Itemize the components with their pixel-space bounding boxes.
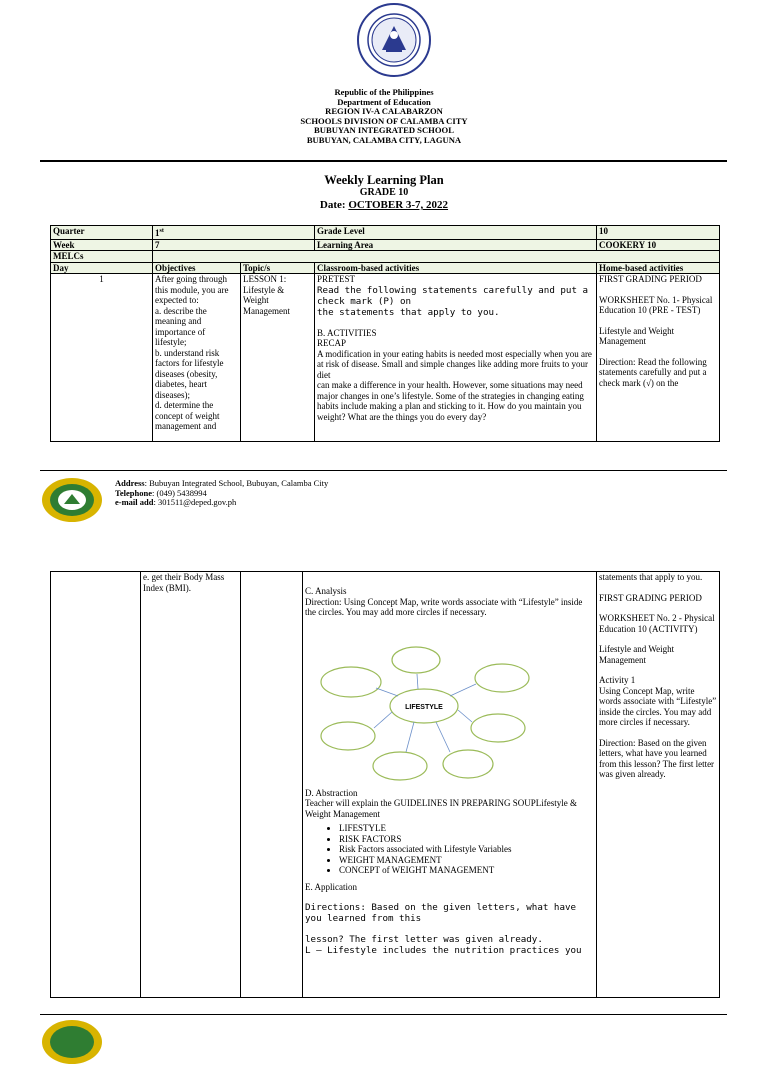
grade-level-value: 10 xyxy=(597,226,720,240)
pretest-text-2: the statements that apply to you. xyxy=(317,306,500,318)
home-cell xyxy=(597,572,720,998)
footer-contact xyxy=(115,479,328,508)
pretest-heading: PRETEST xyxy=(317,274,356,284)
table-row xyxy=(51,572,720,998)
home-item: Activity 1 Using Concept Map, write words associate with “Lifestyle” inside the circles. You may add more circles if necessary. xyxy=(599,675,717,727)
application-text-3: L – Lifestyle includes the nutrition practices you xyxy=(305,945,582,956)
footer-email: e-mail add: 301511@deped.gov.ph xyxy=(115,497,237,507)
application-text: Directions: Based on the given letters, what have you learned from this xyxy=(305,902,577,924)
quarter-label: Quarter xyxy=(51,226,153,240)
activities-heading: B. ACTIVITIES xyxy=(317,327,377,338)
concept-circle xyxy=(471,714,525,742)
footer-telephone: Telephone: (049) 5438994 xyxy=(115,487,207,498)
col-day: Day xyxy=(51,262,153,274)
recap-heading: RECAP xyxy=(317,338,347,348)
home-item: Lifestyle and Weight Management xyxy=(599,644,675,665)
concept-circle xyxy=(321,722,375,750)
recap-text-2: can make a difference in your health. However, some situations may need major changes in one’s lifestyle. Some of the strategies in changing eating habits include making a plan and sticking to it. How do you maintain you weight? What are the things you do every day? xyxy=(317,380,584,422)
recap-text: A modification in your eating habits is needed most especially when you are at risk of disease. Small and simple changes like adding more fruits to your diet xyxy=(317,348,592,380)
header-line: BUBUYAN, CALAMBA CITY, LAGUNA xyxy=(306,134,462,145)
plan-date: Date: OCTOBER 3-7, 2022 xyxy=(319,199,449,211)
home-item: Direction: Read the following statements carefully and put a check mark (√) on the xyxy=(599,356,707,388)
melcs-label: MELCs xyxy=(51,251,153,263)
concept-circle xyxy=(321,667,381,697)
footer-divider-2 xyxy=(40,1014,727,1015)
objective-intro: After going through this module, you are expected to: xyxy=(155,274,229,305)
list-item: • Risk Factors associated with Lifestyle Variables xyxy=(339,844,594,855)
agency-header xyxy=(0,88,768,146)
objective-item: a. describe the meaning and importance of lifestyle; xyxy=(155,305,207,347)
header-line: REGION IV-A CALABARZON xyxy=(325,106,443,117)
classroom-cell xyxy=(315,274,597,442)
objective-item: b. understand risk factors for lifestyle diseases (obesity, diabetes, heart diseases); xyxy=(155,347,224,400)
melcs-value xyxy=(153,251,720,263)
concept-map-diagram xyxy=(318,640,534,784)
home-item: FIRST GRADING PERIOD xyxy=(599,274,702,284)
analysis-text: Direction: Using Concept Map, write words associate with “Lifestyle” inside the circles. You may add more circles if necessary. xyxy=(305,596,583,617)
col-objectives: Objectives xyxy=(153,262,241,274)
learning-plan-table xyxy=(50,225,720,442)
day-number: 1 xyxy=(51,274,153,442)
learning-plan-table-continued xyxy=(50,571,720,998)
day-cell xyxy=(51,572,141,998)
home-item: statements that apply to you. xyxy=(599,572,703,582)
col-classroom: Classroom-based activities xyxy=(315,262,597,274)
week-label: Week xyxy=(51,239,153,251)
abstraction-heading: D. Abstraction xyxy=(305,787,358,798)
topic-cell xyxy=(241,572,303,998)
col-topics: Topic/s xyxy=(241,262,315,274)
list-item: • RISK FACTORS xyxy=(339,834,594,845)
concept-circle xyxy=(373,752,427,780)
week-value: 7 xyxy=(153,239,315,251)
school-logo xyxy=(40,476,104,524)
application-text-2: lesson? The first letter was given already. xyxy=(305,934,543,945)
table-row xyxy=(51,274,720,442)
quarter-value: 1st xyxy=(153,226,315,240)
home-item: Lifestyle and Weight Management xyxy=(599,325,675,346)
plan-title: Weekly Learning Plan xyxy=(324,173,444,187)
abstraction-text: Teacher will explain the GUIDELINES IN PREPARING SOUPLifestyle & Weight Management xyxy=(305,798,577,819)
concept-circle xyxy=(475,664,529,692)
objectives-cell xyxy=(141,572,241,998)
plan-grade: GRADE 10 xyxy=(359,187,409,198)
learning-area-label: Learning Area xyxy=(315,239,597,251)
header-line: Department of Education xyxy=(337,96,431,107)
objectives-cell xyxy=(153,274,241,442)
home-item: WORKSHEET No. 1- Physical Education 10 (PRE - TEST) xyxy=(599,294,713,315)
list-item: • LIFESTYLE xyxy=(339,823,594,834)
learning-area-value: COOKERY 10 xyxy=(597,239,720,251)
footer-address: Address: Bubuyan Integrated School, Bubuyan, Calamba City xyxy=(115,478,329,488)
home-cell xyxy=(597,274,720,442)
header-line: SCHOOLS DIVISION OF CALAMBA CITY xyxy=(300,115,468,126)
school-logo-2 xyxy=(40,1018,104,1066)
topic-text: LESSON 1: Lifestyle & Weight Management xyxy=(243,274,290,316)
topic-cell xyxy=(241,274,315,442)
header-line: Republic of the Philippines xyxy=(334,87,434,97)
concept-circle xyxy=(392,647,440,673)
home-item: Direction: Based on the given letters, what have you learned from this lesson? The first letter was given already. xyxy=(599,737,715,779)
topics-list xyxy=(305,823,594,876)
col-home: Home-based activities xyxy=(597,262,720,274)
header-line: BUBUYAN INTEGRATED SCHOOL xyxy=(314,125,454,136)
pretest-text: Read the following statements carefully and put a check mark (P) on xyxy=(317,284,589,307)
analysis-heading: C. Analysis xyxy=(305,586,347,596)
application-heading: E. Application xyxy=(305,881,357,892)
classroom-cell xyxy=(303,572,597,998)
concept-circle xyxy=(443,750,493,778)
plan-title-block xyxy=(0,173,768,212)
concept-center-label: LIFESTYLE xyxy=(405,704,443,711)
list-item: • CONCEPT of WEIGHT MANAGEMENT xyxy=(339,865,594,876)
objective-item: e. get their Body Mass Index (BMI). xyxy=(143,572,225,593)
header-divider xyxy=(40,160,727,162)
list-item: • WEIGHT MANAGEMENT xyxy=(339,855,594,866)
footer-divider xyxy=(40,470,727,471)
grade-level-label: Grade Level xyxy=(315,226,597,240)
deped-seal-logo xyxy=(356,2,432,78)
home-item: FIRST GRADING PERIOD xyxy=(599,592,702,603)
home-item: WORKSHEET No. 2 - Physical Education 10 (ACTIVITY) xyxy=(599,613,715,634)
objective-item: d. determine the concept of weight management and xyxy=(155,400,220,431)
